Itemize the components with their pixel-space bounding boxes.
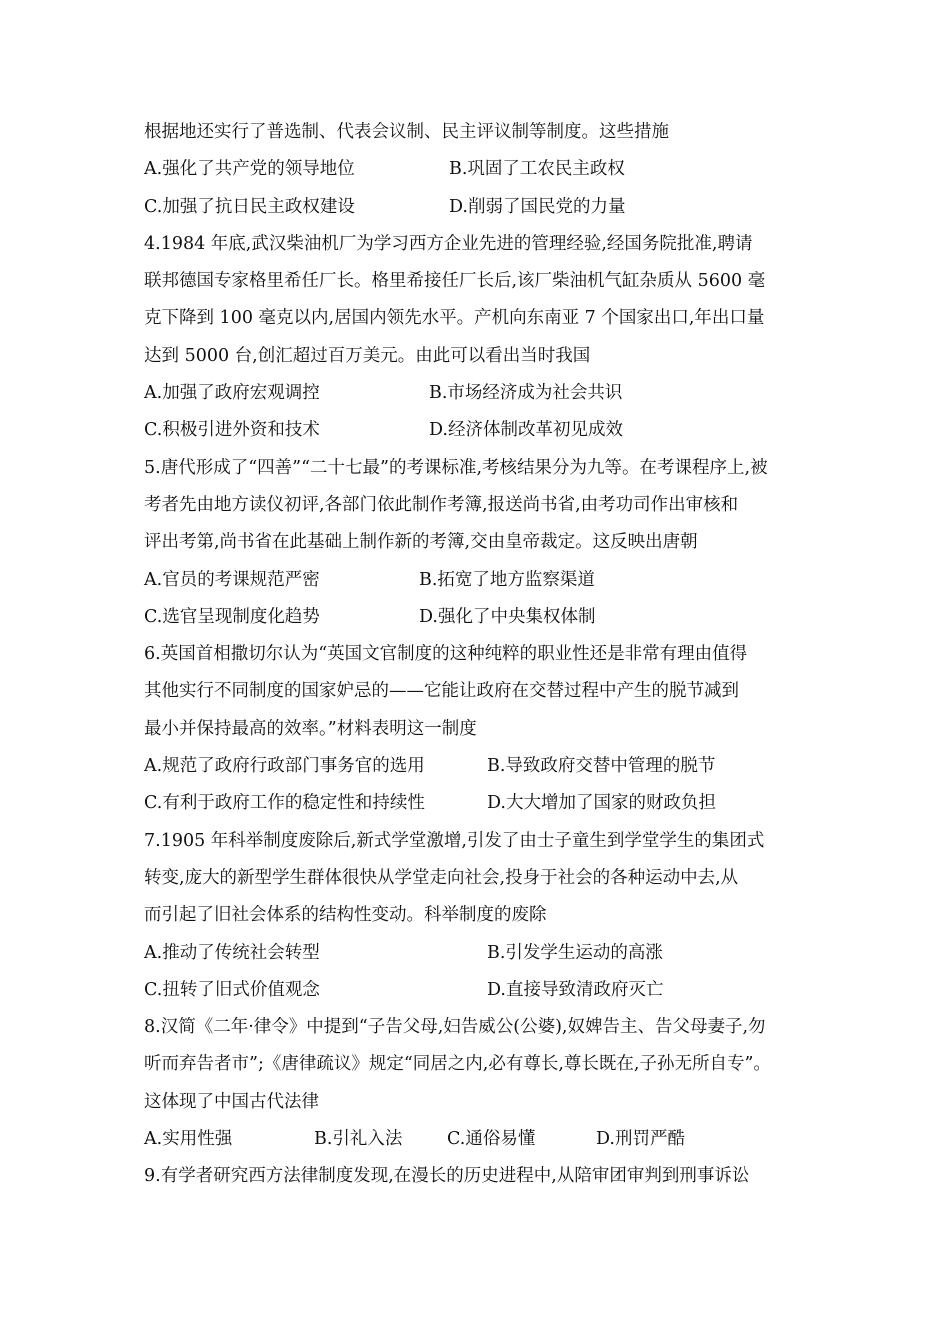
answer-option: A.强化了共产党的领导地位: [144, 159, 355, 180]
question-text-line: 5.唐代形成了“四善”“二十七最”的考课标准,考核结果分为九等。在考课程序上,被: [144, 457, 768, 478]
answer-option: B.引发学生运动的高涨: [487, 942, 663, 963]
answer-option: D.削弱了国民党的力量: [449, 196, 626, 217]
answer-option: C.有利于政府工作的稳定性和持续性: [144, 793, 425, 814]
question-text-line: 其他实行不同制度的国家妒忌的——它能让政府在交替过程中产生的脱节减到: [144, 681, 739, 702]
question-text-line: 联邦德国专家格里希任厂长。格里希接任厂长后,该厂柴油机气缸杂质从 5600 毫: [144, 271, 766, 292]
answer-option: B.导致政府交替中管理的脱节: [487, 756, 716, 777]
question-text-line: 而引起了旧社会体系的结构性变动。科举制度的废除: [144, 905, 547, 926]
answer-option: D.直接导致清政府灭亡: [487, 979, 664, 1000]
question-text-line: 最小并保持最高的效率。”材料表明这一制度: [144, 718, 477, 739]
question-text-line: 4.1984 年底,武汉柴油机厂为学习西方企业先进的管理经验,经国务院批准,聘请: [144, 233, 753, 254]
question-text-line: 考者先由地方读仪初评,各部门依此制作考簿,报送尚书省,由考功司作出审核和: [144, 494, 739, 515]
question-text-line: 7.1905 年科举制度废除后,新式学堂激增,引发了由士子童生到学堂学生的集团式: [144, 830, 765, 851]
answer-options-row: [144, 748, 824, 785]
answer-option: B.市场经济成为社会共识: [429, 383, 623, 404]
answer-option: A.官员的考课规范严密: [144, 569, 320, 590]
answer-options-row: [144, 785, 824, 822]
question-text-line: 评出考第,尚书省在此基础上制作新的考簿,交由皇帝裁定。这反映出唐朝: [144, 532, 698, 553]
question-text-line: 8.汉简《二年·律令》中提到“子告父母,妇告威公(公婆),奴婢告主、告父母妻子,勿: [144, 1017, 766, 1038]
question-text-line: 根据地还实行了普选制、代表会议制、民主评议制等制度。这些措施: [144, 122, 669, 142]
answer-option: D.刑罚严酷: [596, 1129, 685, 1150]
answer-options-row: [144, 151, 824, 188]
question-text-line: 6.英国首相撒切尔认为“英国文官制度的这种纯粹的职业性还是非常有理由值得: [144, 644, 748, 665]
answer-option: C.选官呈现制度化趋势: [144, 606, 320, 627]
answer-option: A.加强了政府宏观调控: [144, 383, 320, 404]
answer-option: B.引礼入法: [314, 1129, 403, 1150]
question-text-line: 克下降到 100 毫克以内,居国内领先水平。产机向东南亚 7 个国家出口,年出口量: [144, 308, 765, 329]
answer-option: D.大大增加了国家的财政负担: [487, 793, 716, 814]
answer-option: D.强化了中央集权体制: [419, 606, 596, 627]
answer-options-row: [144, 189, 824, 226]
answer-option: C.加强了抗日民主政权建设: [144, 196, 355, 217]
answer-option: D.经济体制改革初见成效: [429, 420, 623, 441]
answer-option: B.巩固了工农民主政权: [449, 159, 625, 180]
question-text-line: 达到 5000 台,创汇超过百万美元。由此可以看出当时我国: [144, 345, 591, 366]
question-text-line: 听而弃告者市”;《唐律疏议》规定“同居之内,必有尊长,尊长既在,子孙无所自专”。: [144, 1054, 771, 1075]
exam-page: [144, 114, 824, 1196]
answer-option: C.扭转了旧式价值观念: [144, 979, 320, 1000]
answer-option: C.通俗易懂: [447, 1129, 536, 1150]
answer-options-row: [144, 412, 824, 449]
answer-options-row: [144, 1121, 824, 1158]
answer-option: A.实用性强: [144, 1129, 233, 1150]
question-text-line: 转变,庞大的新型学生群体很快从学堂走向社会,投身于社会的各种运动中去,从: [144, 867, 739, 888]
answer-option: A.推动了传统社会转型: [144, 942, 320, 963]
answer-options-row: [144, 972, 824, 1009]
question-text-line: 9.有学者研究西方法律制度发现,在漫长的历史进程中,从陪审团审判到刑事诉讼: [144, 1166, 750, 1187]
answer-options-row: [144, 375, 824, 412]
answer-options-row: [144, 935, 824, 972]
answer-option: C.积极引进外资和技术: [144, 420, 320, 441]
answer-options-row: [144, 599, 824, 636]
question-text-line: 这体现了中国古代法律: [144, 1091, 319, 1112]
answer-option: A.规范了政府行政部门事务官的选用: [144, 756, 425, 777]
answer-option: B.拓宽了地方监察渠道: [419, 569, 595, 590]
answer-options-row: [144, 562, 824, 599]
